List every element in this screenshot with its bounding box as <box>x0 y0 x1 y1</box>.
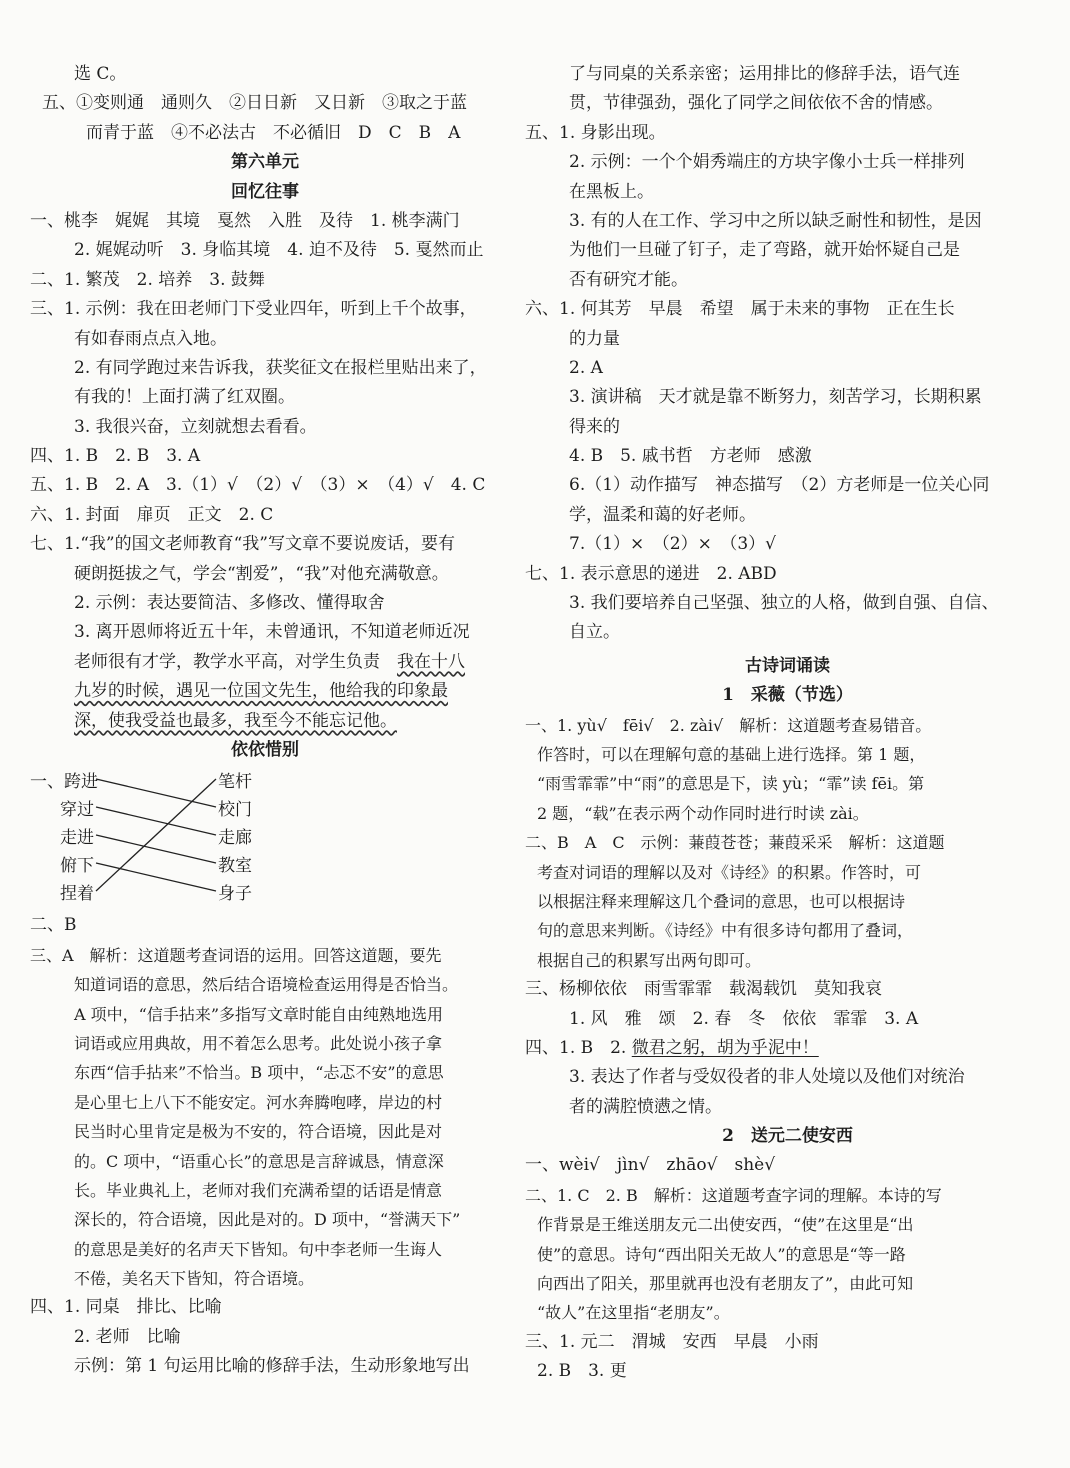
text-line: 的。C 项中，“语重心长”的意思是言辞诚恳，情意深 <box>74 1151 444 1171</box>
text-line: 一、wèi√ jìn√ zhāo√ shè√ <box>525 1155 776 1176</box>
text-line: 2. 示例：一个个娟秀端庄的方块字像小士兵一样排列 <box>569 152 965 173</box>
text-line: 3. 演讲稿 天才就是靠不断努力，刻苦学习，长期积累 <box>569 387 982 408</box>
text-line: 有如春雨点点入地。 <box>74 328 227 349</box>
text-line <box>30 677 500 706</box>
text-line: 七、1.“我”的国文老师教育“我”写文章不要说废话，要有 <box>30 534 455 555</box>
match-line <box>96 779 216 891</box>
text-line: 在黑板上。 <box>569 181 654 202</box>
text-line: 二、1. 繁茂 2. 培养 3. 鼓舞 <box>30 269 265 290</box>
text-line: “故人”在这里指“老朋友”。 <box>537 1303 730 1323</box>
text-line: 1. 风 雅 颂 2. 春 冬 依依 霏霏 3. A <box>569 1008 919 1029</box>
text-line: 6.（1）动作描写 神态描写 （2）方老师是一位关心同 <box>569 475 990 496</box>
text-line: 2 题，“载”在表示两个动作同时进行时读 zài。 <box>537 803 869 823</box>
text-line: 2. B 3. 更 <box>537 1361 627 1382</box>
text-line: 自立。 <box>569 622 620 643</box>
text-line: 三、1. 元二 渭城 安西 早晨 小雨 <box>525 1331 819 1352</box>
text-line: 示例：第 1 句运用比喻的修辞手法，生动形象地写出 <box>74 1356 470 1377</box>
text-line: 2. 娓娓动听 3. 身临其境 4. 迫不及待 5. 戛然而止 <box>74 240 484 261</box>
text-segment: 四、1. B 2. <box>525 1037 632 1058</box>
match-word-left: 捏着 <box>60 884 94 905</box>
text-line: 七、1. 表示意思的递进 2. ABD <box>525 563 777 584</box>
text-line: 2. 有同学跑过来告诉我，获奖征文在报栏里贴出来了， <box>74 357 487 378</box>
left-column <box>30 60 500 1382</box>
section-heading: 古诗词诵读 <box>745 655 830 676</box>
text-line: 二、1. C 2. B 解析：这道题考查字词的理解。本诗的写 <box>525 1185 942 1205</box>
text-line: 民当时心里肯定是极为不安的，符合语境，因此是对 <box>74 1122 443 1142</box>
text-line: 为他们一旦碰了钉子，走了弯路，就开始怀疑自己是 <box>569 240 960 261</box>
lesson-heading: 2 送元二使安西 <box>722 1126 853 1147</box>
text-segment: 老师很有才学，教学水平高，对学生负责 <box>74 651 397 672</box>
text-line: 二、B A C 示例：蒹葭苍苍；蒹葭采采 解析：这道题 <box>525 833 945 853</box>
text-line: 2. 老师 比喻 <box>74 1326 181 1347</box>
match-line <box>96 835 216 863</box>
text-line: “雨雪霏霏”中“雨”的意思是下，读 yù；“霏”读 fēi。第 <box>537 774 925 794</box>
word-matching-exercise <box>30 767 500 907</box>
text-line: 不倦，美名天下皆知，符合语境。 <box>74 1269 315 1289</box>
text-line: 三、杨柳依依 雨雪霏霏 载渴载饥 莫知我哀 <box>525 979 882 1000</box>
text-line: 贯，节律强劲，强化了同学之间依依不舍的情感。 <box>569 93 943 114</box>
text-line: 得来的 <box>569 416 620 437</box>
text-line: 了与同桌的关系亲密；运用排比的修辞手法，语气连 <box>569 64 960 84</box>
text-line: 3. 我很兴奋，立刻就想去看看。 <box>74 416 317 437</box>
text-line <box>30 707 500 736</box>
text-line: 的力量 <box>569 328 620 349</box>
text-line: 3. 离开恩师将近五十年，未曾通讯，不知道老师近况 <box>74 622 470 643</box>
text-line: 是心里七上八下不能安定。河水奔腾咆哮，岸边的村 <box>74 1092 443 1112</box>
text-line: 五、1. 身影出现。 <box>525 122 666 143</box>
match-line <box>96 863 216 891</box>
text-line <box>30 648 500 677</box>
text-line: 2. 示例：表达要简洁、多修改、懂得取舍 <box>74 593 385 614</box>
text-line: 3. 我们要培养自己坚强、独立的人格，做到自强、自信、 <box>569 593 999 614</box>
text-line: 向西出了阳关，那里就再也没有老朋友了”，由此可知 <box>537 1274 914 1294</box>
text-line: 使”的意思。诗句“西出阳关无故人”的意思是“等一路 <box>537 1244 906 1264</box>
match-word-left: 走进 <box>60 828 94 849</box>
match-word-right: 教室 <box>218 856 252 877</box>
underlined-text: 微君之躬，胡为乎泥中！ <box>631 1037 819 1058</box>
text-line: 4. B 5. 戚书哲 方老师 感激 <box>569 446 812 467</box>
wavy-underlined-text: 九岁的时候，遇见一位国文先生，他给我的印象最 <box>74 681 448 702</box>
text-line: 四、1. B 2. B 3. A <box>30 446 201 467</box>
text-line: 东西“信手拈来”不恰当。B 项中，“忐忑不安”的意思 <box>74 1063 444 1083</box>
text-line: 六、1. 封面 扉页 正文 2. C <box>30 504 274 525</box>
text-line: 考查对词语的理解以及对《诗经》的积累。作答时，可 <box>537 862 922 882</box>
text-line: 六、1. 何其芳 早晨 希望 属于未来的事物 正在生长 <box>525 299 955 320</box>
text-line: 2. A <box>569 357 603 378</box>
lesson-heading: 1 采薇（节选） <box>722 685 853 706</box>
match-word-right: 身子 <box>218 884 252 905</box>
text-line: 3. 有的人在工作、学习中之所以缺乏耐性和韧性，是因 <box>569 210 982 231</box>
wavy-underlined-text: 深，使我受益也最多，我至今不能忘记他。 <box>74 710 397 731</box>
lesson-heading: 依依惜别 <box>231 739 299 760</box>
match-line <box>96 807 216 835</box>
text-line: 以根据注释来理解这几个叠词的意思，也可以根据诗 <box>537 891 906 911</box>
text-line: 深长的，符合语境，因此是对的。D 项中，“誉满天下” <box>74 1210 461 1230</box>
text-line: 长。毕业典礼上，老师对我们充满希望的话语是情意 <box>74 1180 443 1200</box>
match-word-left: 一、跨进 <box>30 772 98 793</box>
text-line: 作答时，可以在理解句意的基础上进行选择。第 1 题， <box>537 744 926 764</box>
text-line: 7.（1）× （2）× （3）√ <box>569 534 776 555</box>
text-line: A 项中，“信手拈来”多指写文章时能自由纯熟地选用 <box>74 1004 444 1024</box>
text-line: 一、桃李 娓娓 其境 戛然 入胜 及待 1. 桃李满门 <box>30 210 460 231</box>
match-line <box>96 779 216 807</box>
text-line: 而青于蓝 ④不必法古 不必循旧 D C B A <box>86 122 461 143</box>
unit-heading: 第六单元 <box>231 152 299 173</box>
text-line: 者的满腔愤懑之情。 <box>569 1096 722 1117</box>
text-line: 五、1. B 2. A 3.（1）√ （2）√ （3）× （4）√ 4. C <box>30 475 486 496</box>
match-word-right: 走廊 <box>218 828 252 849</box>
text-line: 3. 表达了作者与受奴役者的非人处境以及他们对统治 <box>569 1067 965 1088</box>
text-line: 否有研究才能。 <box>569 269 688 290</box>
text-line: 四、1. 同桌 排比、比喻 <box>30 1297 222 1318</box>
text-line: 三、A 解析：这道题考查词语的运用。回答这道题，要先 <box>30 945 442 965</box>
text-line: 句的意思来判断。《诗经》中有很多诗句都用了叠词， <box>537 921 914 941</box>
text-line: 词语或应用典故，用不着怎么思考。此处说小孩子拿 <box>74 1033 443 1053</box>
text-line: 根据自己的积累写出两句即可。 <box>537 950 762 970</box>
text-line: 三、1. 示例：我在田老师门下受业四年，听到上千个故事， <box>30 299 477 320</box>
text-line: 五、①变则通 通则久 ②日日新 又日新 ③取之于蓝 <box>42 93 467 114</box>
wavy-underlined-text: 我在十八 <box>397 651 465 672</box>
match-word-right: 校门 <box>218 800 252 821</box>
match-word-right: 笔杆 <box>218 772 252 793</box>
match-word-left: 穿过 <box>60 800 94 821</box>
text-line: 二、B <box>30 915 77 936</box>
match-word-left: 俯下 <box>60 856 94 877</box>
text-line: 知道词语的意思，然后结合语境检查运用得是否恰当。 <box>74 975 459 995</box>
text-line: 学，温柔和蔼的好老师。 <box>569 504 756 525</box>
text-line: 一、1. yù√ fēi√ 2. zài√ 解析：这道题考查易错音。 <box>525 715 932 735</box>
text-line: 硬朗挺拔之气，学会“割爱”，“我”对他充满敬意。 <box>74 563 449 584</box>
right-column <box>525 60 1050 1387</box>
text-line: 有我的！上面打满了红双圈。 <box>74 387 295 408</box>
text-line: 作背景是王维送朋友元二出使安西，“使”在这里是“出 <box>537 1215 914 1235</box>
text-line: 的意思是美好的名声天下皆知。句中李老师一生诲人 <box>74 1239 443 1259</box>
text-line <box>525 1034 1050 1063</box>
text-line: 选 C。 <box>74 64 127 84</box>
lesson-heading: 回忆往事 <box>231 181 299 202</box>
